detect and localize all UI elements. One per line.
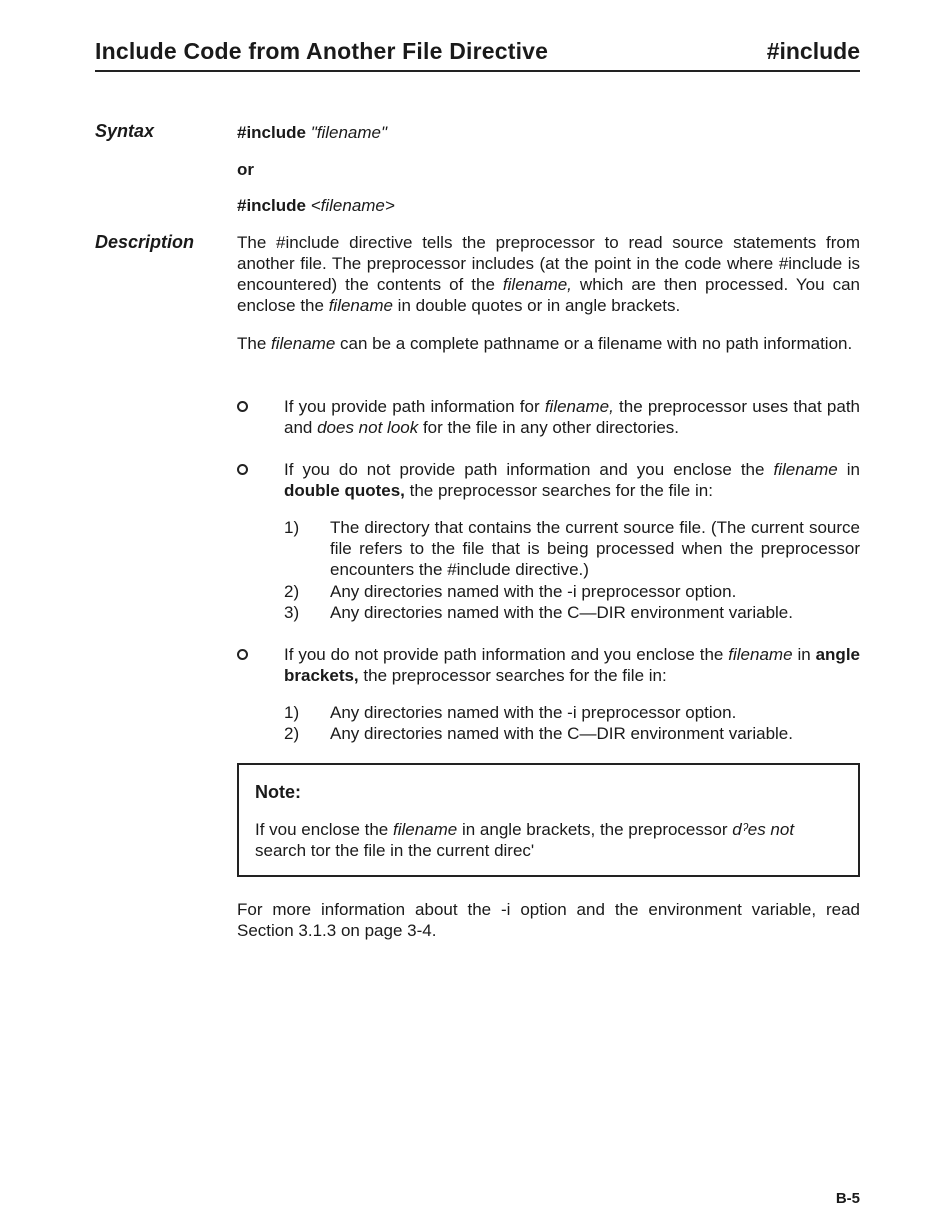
bullet-icon <box>237 401 248 412</box>
syntax-keyword: #include <box>237 123 306 142</box>
search-list-angle-brackets: 1) Any directories named with the -i preprocessor option. 2) Any directories named with the C—DIR environment variable. <box>284 703 793 743</box>
description-paragraph-1: The #include directive tells the preprocessor to read source statements from another file. The preprocessor includes (at the point in the code where #include is encountered) the contents of the filename, which are then processed. You can enclose the filename in double quotes or in angle brackets. <box>237 233 860 315</box>
bullet-icon <box>237 649 248 660</box>
page-number: B-5 <box>835 1190 860 1207</box>
syntax-form-2 <box>237 195 395 216</box>
header-directive: #include <box>766 38 860 64</box>
description-paragraph-2: The filename can be a complete pathname or a filename with no path information. <box>237 334 853 353</box>
note-text: If vou enclose the filename in angle brackets, the preprocessor dˀes not search tor the file in the current direc' <box>255 820 795 860</box>
page-title: Include Code from Another File Directive <box>95 38 549 64</box>
bullet-paragraph-2: If you do not provide path information and you enclose the filename in double quotes, the preprocessor searches for the file in: <box>284 460 860 500</box>
description-label: Description <box>95 232 195 252</box>
page-header <box>95 36 860 72</box>
bullet-icon <box>237 464 248 475</box>
syntax-label: Syntax <box>95 121 155 141</box>
search-list-double-quotes: 1) The directory that contains the current source file. (The current source file refers to the file that is being processed when the preprocessor encounters the #include directive.) 2) Any directories named with the -i preprocessor option. 3) Any directories named with the C—DIR environment variable. <box>284 518 860 622</box>
syntax-argument: "filename" <box>310 123 388 142</box>
note-box <box>237 763 860 877</box>
syntax-keyword: #include <box>237 196 306 215</box>
syntax-or: or <box>237 160 254 179</box>
syntax-argument: <filename> <box>310 196 395 215</box>
syntax-form-1 <box>237 122 387 143</box>
bullet-paragraph-3: If you do not provide path information and you enclose the filename in angle brackets, the preprocessor searches for the file in: <box>284 645 860 685</box>
note-title: Note: <box>255 782 301 802</box>
more-info-paragraph: For more information about the -i option and the environment variable, read Section 3.1.3 on page 3-4. <box>237 900 860 940</box>
bullet-paragraph-1: If you provide path information for filename, the preprocessor uses that path and does not look for the file in any other directories. <box>284 397 860 437</box>
